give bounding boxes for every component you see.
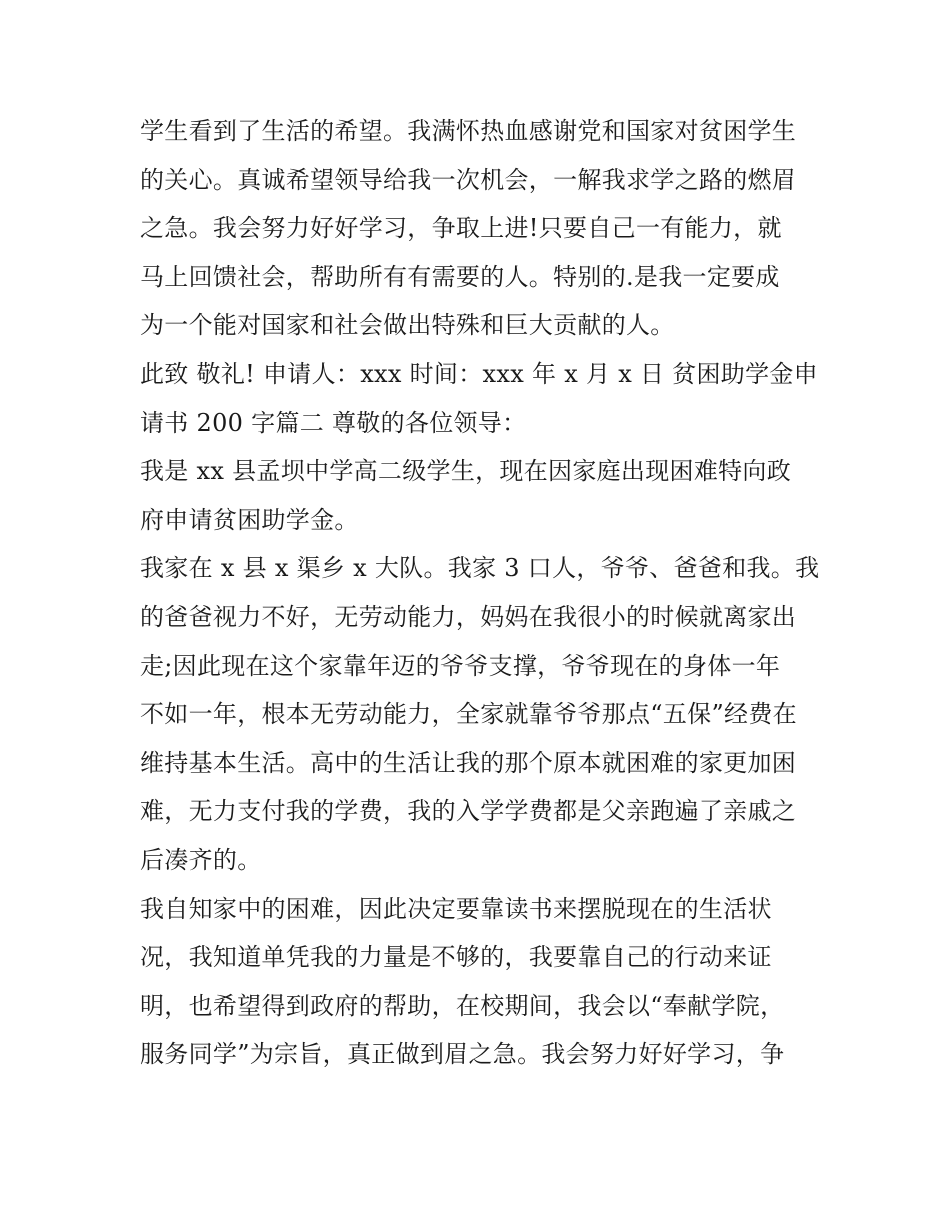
text-line: 的关心。真诚希望领导给我一次机会，一解我求学之路的燃眉 <box>140 165 797 194</box>
text-line: 服务同学”为宗旨，真正做到眉之急。我会努力好好学习，争 <box>140 1040 785 1069</box>
text-line: 难，无力支付我的学费，我的入学学费都是父亲跑遍了亲戚之 <box>140 797 797 826</box>
text-line: 之急。我会努力好好学习，争取上进!只要自己一有能力，就 <box>140 214 782 243</box>
text-line: 此致 敬礼! 申请人：xxx 时间：xxx 年 x 月 x 日 贫困助学金申 <box>140 359 818 388</box>
text-line: 不如一年，根本无劳动能力，全家就靠爷爷那点“五保”经费在 <box>140 700 797 729</box>
text-line: 为一个能对国家和社会做出特殊和巨大贡献的人。 <box>140 311 675 340</box>
text-line: 的爸爸视力不好，无劳动能力，妈妈在我很小的时候就离家出 <box>140 602 797 631</box>
text-line: 明，也希望得到政府的帮助，在校期间，我会以“奉献学院， <box>140 991 785 1020</box>
text-line: 况，我知道单凭我的力量是不够的，我要靠自己的行动来证 <box>140 943 772 972</box>
text-line: 走;因此现在这个家靠年迈的爷爷支撑，爷爷现在的身体一年 <box>140 651 781 680</box>
document-body <box>140 107 820 1079</box>
text-line: 我自知家中的困难，因此决定要靠读书来摆脱现在的生活状 <box>140 894 772 923</box>
text-line: 后凑齐的。 <box>140 845 262 874</box>
text-line: 请书 200 字篇二 尊敬的各位领导： <box>140 408 527 437</box>
text-line: 我家在 x 县 x 渠乡 x 大队。我家 3 口人，爷爷、爸爸和我。我 <box>140 554 820 583</box>
text-line: 我是 xx 县孟坝中学高二级学生，现在因家庭出现困难特向政 <box>140 457 792 486</box>
text-line: 府申请贫困助学金。 <box>140 505 359 534</box>
text-line: 学生看到了生活的希望。我满怀热血感谢党和国家对贫困学生 <box>140 117 797 145</box>
text-line: 维持基本生活。高中的生活让我的那个原本就困难的家更加困 <box>140 748 797 777</box>
text-line: 马上回馈社会，帮助所有有需要的人。特别的.是我一定要成 <box>140 262 780 291</box>
